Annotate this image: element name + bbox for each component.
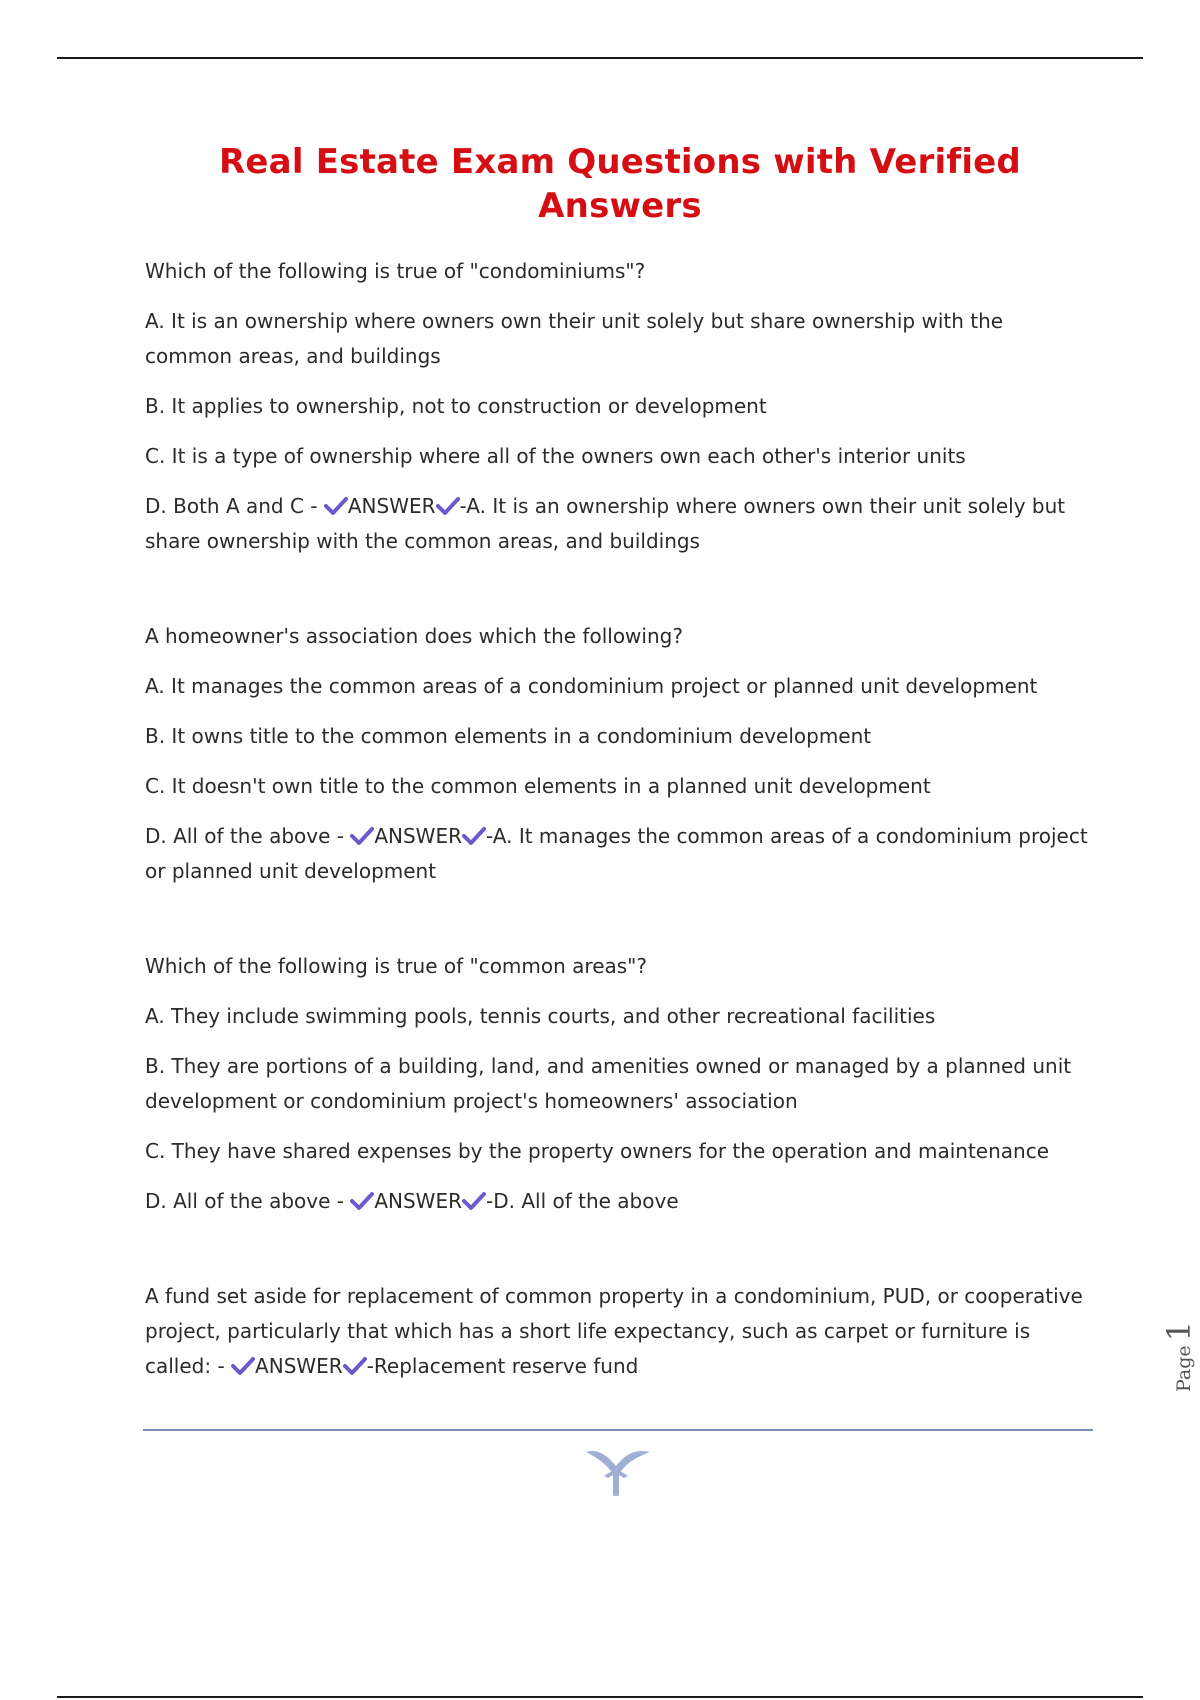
page-title: Real Estate Exam Questions with Verified Answers xyxy=(219,142,1021,227)
checkmark-icon xyxy=(343,1356,367,1376)
checkmark-icon xyxy=(324,496,348,516)
option-a: A. They include swimming pools, tennis courts, and other recreational facilities xyxy=(145,1004,936,1029)
question-block xyxy=(145,619,1095,889)
option-d-with-answer xyxy=(145,1184,1095,1219)
option-d: D. All of the above - xyxy=(145,1189,351,1214)
stylized-bird-logo-icon xyxy=(580,1446,656,1498)
checkmark-icon xyxy=(436,496,460,516)
option-c: C. It doesn't own title to the common elements in a planned unit development xyxy=(145,774,931,799)
checkmark-icon xyxy=(462,826,486,846)
checkmark-icon xyxy=(462,1191,486,1211)
question-prompt: A homeowner's association does which the following? xyxy=(145,624,683,649)
option-d-with-answer xyxy=(145,819,1095,889)
answer-label: ANSWER xyxy=(374,824,462,849)
answer-label: ANSWER xyxy=(255,1354,343,1379)
answer-text: -Replacement reserve fund xyxy=(366,1354,639,1379)
question-block xyxy=(145,254,1095,559)
option-a: A. It manages the common areas of a condominium project or planned unit development xyxy=(145,674,1038,699)
page-number xyxy=(1160,1321,1198,1392)
question-block xyxy=(145,1279,1095,1384)
bottom-border-line xyxy=(57,1696,1143,1698)
option-d-with-answer xyxy=(145,489,1095,559)
option-c: C. They have shared expenses by the property owners for the operation and maintenance xyxy=(145,1139,1050,1164)
page-label: Page xyxy=(1173,1345,1195,1392)
option-a: A. It is an ownership where owners own their unit solely but share ownership with the common areas, and buildings xyxy=(145,309,1004,369)
checkmark-icon xyxy=(231,1356,255,1376)
answer-text: -A. It manages the common areas of a condominium project or planned unit development xyxy=(145,824,1088,884)
answer-text: -D. All of the above xyxy=(486,1189,679,1214)
answer-label: ANSWER xyxy=(374,1189,462,1214)
answer-tag xyxy=(231,1354,367,1378)
answer-label: ANSWER xyxy=(347,494,436,519)
option-b: B. It applies to ownership, not to construction or development xyxy=(145,394,767,419)
checkmark-icon xyxy=(350,1191,374,1211)
answer-tag xyxy=(350,1189,486,1213)
question-prompt: Which of the following is true of "common areas"? xyxy=(145,954,647,979)
option-d: D. Both A and C - xyxy=(145,494,324,519)
question-prompt: Which of the following is true of "condominiums"? xyxy=(145,259,646,284)
top-border-line xyxy=(57,57,1143,59)
document-body xyxy=(145,140,1095,1444)
option-d: D. All of the above - xyxy=(145,824,351,849)
answer-tag xyxy=(324,494,460,518)
option-b: B. It owns title to the common elements in a condominium development xyxy=(145,724,872,749)
answer-text: -A. It is an ownership where owners own their unit solely but share ownership with the common areas, and buildings xyxy=(145,494,1066,554)
option-b: B. They are portions of a building, land, and amenities owned or managed by a planned unit development or condominium project's homeowners' association xyxy=(145,1054,1072,1114)
checkmark-icon xyxy=(350,826,374,846)
question-block xyxy=(145,949,1095,1219)
answer-tag xyxy=(350,824,486,848)
page-number-value: 1 xyxy=(1160,1320,1198,1342)
question-with-answer xyxy=(145,1279,1095,1384)
question-prompt: A fund set aside for replacement of common property in a condominium, PUD, or cooperative project, particularly that which has a short life expectancy, such as carpet or furniture is called: - xyxy=(145,1284,1083,1379)
footer-divider xyxy=(143,1429,1093,1431)
option-c: C. It is a type of ownership where all of the owners own each other's interior units xyxy=(145,444,966,469)
